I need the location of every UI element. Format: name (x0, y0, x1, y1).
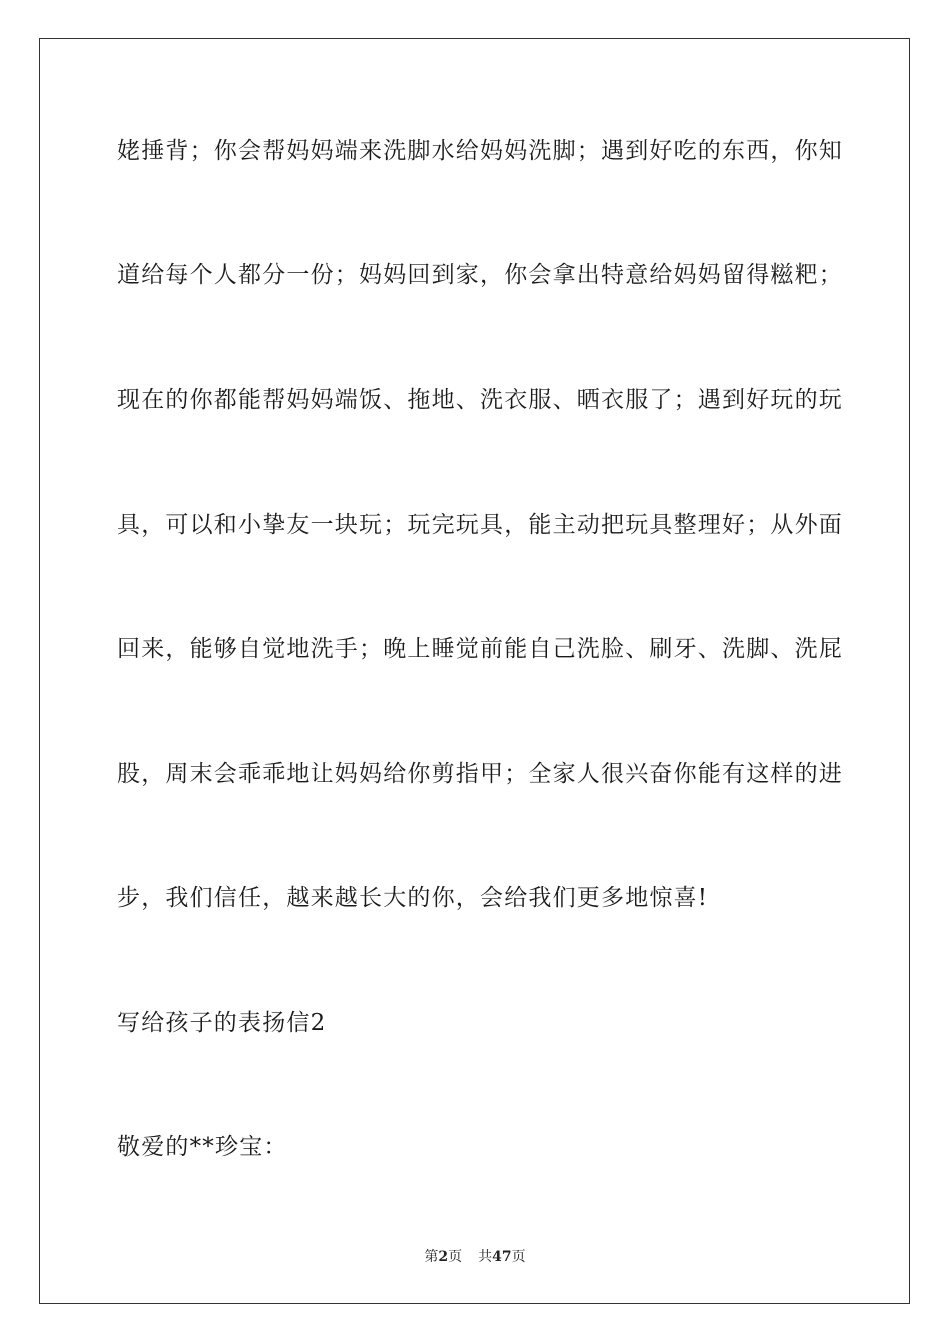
salutation: 敬爱的**珍宝： (117, 1134, 288, 1160)
body-line-3: 现在的你都能帮妈妈端饭、拖地、洗衣服、晒衣服了；遇到好玩的玩 (117, 387, 843, 413)
page-suffix: 页 (448, 1249, 463, 1265)
body-line-2: 道给每个人都分一份；妈妈回到家，你会拿出特意给妈妈留得糍粑； (117, 262, 843, 288)
total-prefix: 共 (478, 1249, 493, 1265)
section-heading: 写给孩子的表扬信2 (117, 1010, 327, 1036)
page-frame (39, 38, 910, 1304)
body-line-7: 步，我们信任，越来越长大的你，会给我们更多地惊喜! (117, 885, 709, 911)
total-pages: 47 (492, 1249, 512, 1265)
body-line-5: 回来，能够自觉地洗手；晚上睡觉前能自己洗脸、刷牙、洗脚、洗屁 (117, 636, 843, 662)
body-line-4: 具，可以和小挚友一块玩；玩完玩具，能主动把玩具整理好；从外面 (117, 512, 843, 538)
page-prefix: 第 (424, 1249, 439, 1265)
body-line-1: 姥捶背；你会帮妈妈端来洗脚水给妈妈洗脚；遇到好吃的东西，你知 (117, 138, 843, 164)
body-line-6: 股，周末会乖乖地让妈妈给你剪指甲；全家人很兴奋你能有这样的进 (117, 761, 843, 787)
page-number: 2 (438, 1249, 449, 1265)
total-suffix: 页 (511, 1249, 526, 1265)
page-footer (0, 1248, 950, 1266)
